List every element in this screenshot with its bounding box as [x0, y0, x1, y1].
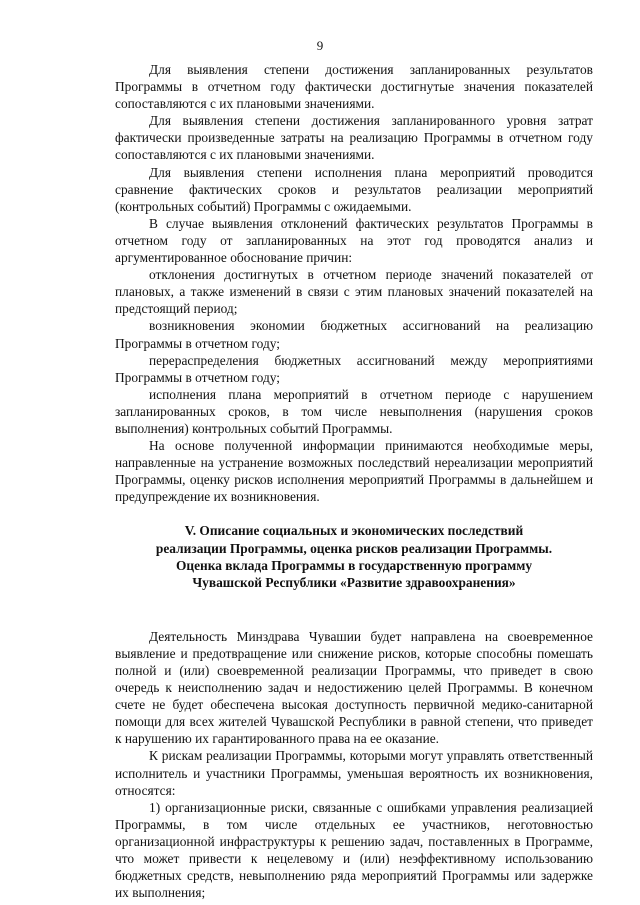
section-heading-line: Оценка вклада Программы в государственную программу: [175, 557, 533, 573]
paragraph: Для выявления степени достижения запланированного уровня затрат фактически произведенные затраты на реализацию Программы в отчетном году сопоставляются с их плановыми значениями.: [115, 113, 593, 163]
list-item-paragraph: отклонения достигнутых в отчетном периоде значений показателей от плановых, а также изменений в связи с этим плановых значений показателей на предстоящий период;: [115, 267, 593, 317]
list-item-paragraph: перераспределения бюджетных ассигнований между мероприятиями Программы в отчетном году;: [115, 352, 593, 385]
paragraph: Для выявления степени достижения запланированных результатов Программы в отчетном году фактически достигнутые значения показателей сопоставляются с их плановыми значениями.: [115, 62, 593, 112]
paragraph: В случае выявления отклонений фактических результатов Программы в отчетном году от запланированных на этот год проводятся анализ и аргументированное обоснование причин:: [115, 215, 593, 266]
paragraph: Деятельность Минздрава Чувашии будет направлена на своевременное выявление и предотвращение или снижение рисков, которые способны помешать полной и (или) своевременной реализации Программы, что приведет в свою очередь к неисполнению задач и недостижению целей Программы. В конечном счете не будет обеспечена высокая доступность первичной медико-санитарной помощи для всех жителей Чувашской Республики в равной степени, что приведет к нарушению их гарантированного права на ее оказание.: [115, 628, 593, 747]
section-heading-line: реализации Программы, оценка рисков реализации Программы.: [155, 540, 553, 556]
section-heading-line: Чувашской Республики «Развитие здравоохранения»: [192, 574, 516, 590]
paragraph: На основе полученной информации принимаются необходимые меры, направленные на устранение возможных последствий нереализации мероприятий Программы, оценку рисков исполнения мероприятий Программы в дальнейшем и предупреждение их возникновения.: [115, 438, 593, 505]
page-content: [115, 61, 593, 901]
section-heading-line: V. Описание социальных и экономических последствий: [184, 523, 524, 539]
list-item-paragraph: возникновения экономии бюджетных ассигнований на реализацию Программы в отчетном году;: [115, 318, 593, 351]
list-item-paragraph: исполнения плана мероприятий в отчетном периоде с нарушением запланированных сроков, в том числе невыполнения (нарушения сроков выполнения) контрольных событий Программы.: [115, 386, 593, 436]
section-heading: [115, 522, 593, 590]
page-number: 9: [316, 38, 324, 53]
list-item-paragraph: 1) организационные риски, связанные с ошибками управления реализацией Программы, в том числе отдельных ее участников, неготовностью организационной инфраструктуры к решению задач, поставленных в Программе, что может привести к нецелевому и (или) неэффективному использованию бюджетных средств, невыполнению ряда мероприятий Программы или задержке их выполнения;: [115, 799, 593, 901]
paragraph: Для выявления степени исполнения плана мероприятий проводится сравнение фактических сроков и результатов реализации мероприятий (контрольных событий) Программы с ожидаемыми.: [115, 164, 593, 214]
paragraph: К рискам реализации Программы, которыми могут управлять ответственный исполнитель и участники Программы, уменьшая вероятность их возникновения, относятся:: [115, 748, 593, 798]
